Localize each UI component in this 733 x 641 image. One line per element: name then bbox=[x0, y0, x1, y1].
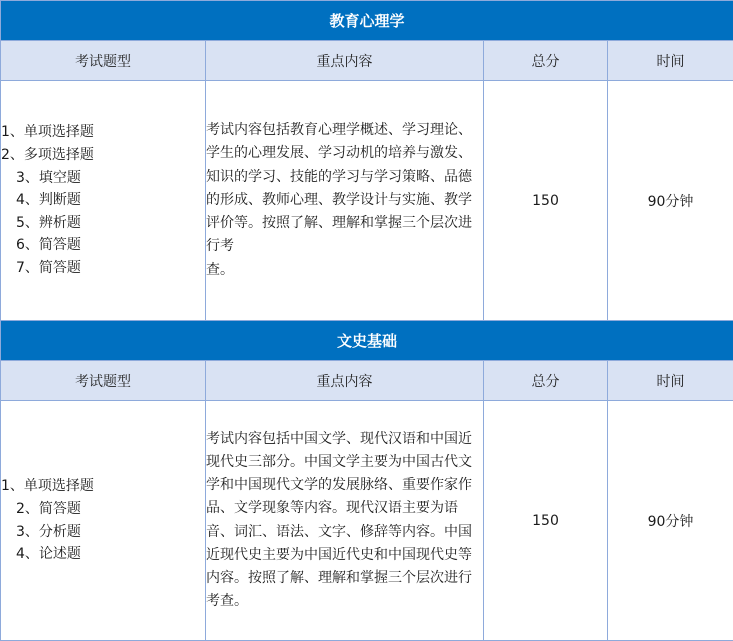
section-title: 教育心理学 bbox=[1, 1, 733, 41]
section-body-row bbox=[1, 401, 733, 641]
header-key-content: 重点内容 bbox=[206, 41, 484, 81]
section-title-row bbox=[1, 321, 733, 361]
question-types-cell bbox=[1, 401, 206, 641]
total-score-value: 150 bbox=[484, 401, 608, 641]
header-time: 时间 bbox=[608, 361, 733, 401]
question-type-item: 6、简答题 bbox=[16, 237, 81, 254]
question-type-item: 7、简答题 bbox=[16, 259, 81, 276]
section-title: 文史基础 bbox=[1, 321, 733, 361]
question-type-item: 3、分析题 bbox=[16, 523, 81, 540]
header-total-score: 总分 bbox=[484, 361, 608, 401]
header-total-score: 总分 bbox=[484, 41, 608, 81]
total-score-value: 150 bbox=[484, 81, 608, 321]
section-body-row bbox=[1, 81, 733, 321]
key-content-cell bbox=[206, 81, 484, 321]
question-type-item: 2、简答题 bbox=[16, 500, 81, 517]
question-type-item: 5、辨析题 bbox=[16, 214, 81, 231]
time-value: 90分钟 bbox=[608, 401, 733, 641]
header-question-types: 考试题型 bbox=[1, 41, 206, 81]
column-header-row bbox=[1, 41, 733, 81]
key-content-main: 考试内容包括教育心理学概述、学习理论、学生的心理发展、学习动机的培养与激发、知识的学习、技能的学习与学习策略、品德的形成、教师心理、教学设计与实施、教学评价等。按照了解、理解和掌握三个层次进行考 bbox=[206, 122, 472, 255]
question-type-item: 1、单项选择题 bbox=[1, 478, 94, 495]
header-question-types: 考试题型 bbox=[1, 361, 206, 401]
question-types-cell bbox=[1, 81, 206, 321]
time-value: 90分钟 bbox=[608, 81, 733, 321]
key-content-text bbox=[206, 119, 483, 281]
question-type-item: 4、论述题 bbox=[16, 546, 81, 563]
question-type-item: 2、多项选择题 bbox=[1, 147, 94, 164]
key-content-text: 考试内容包括中国文学、现代汉语和中国近现代史三部分。中国文学主要为中国古代文学和中国现代文学的发展脉络、重要作家作品、文学现象等内容。现代汉语主要为语音、词汇、语法、文字、修辞等内容。中国近现代史主要为中国近代史和中国现代史等内容。按照了解、理解和掌握三个层次进行考查。 bbox=[206, 430, 472, 610]
question-type-item: 4、判断题 bbox=[16, 192, 81, 209]
header-time: 时间 bbox=[608, 41, 733, 81]
key-content-cell bbox=[206, 401, 484, 641]
column-header-row bbox=[1, 361, 733, 401]
section-title-row bbox=[1, 1, 733, 41]
header-key-content: 重点内容 bbox=[206, 361, 484, 401]
question-type-item: 1、单项选择题 bbox=[1, 124, 94, 141]
question-type-item: 3、填空题 bbox=[16, 169, 81, 186]
key-content-tail: 查。 bbox=[206, 261, 234, 278]
